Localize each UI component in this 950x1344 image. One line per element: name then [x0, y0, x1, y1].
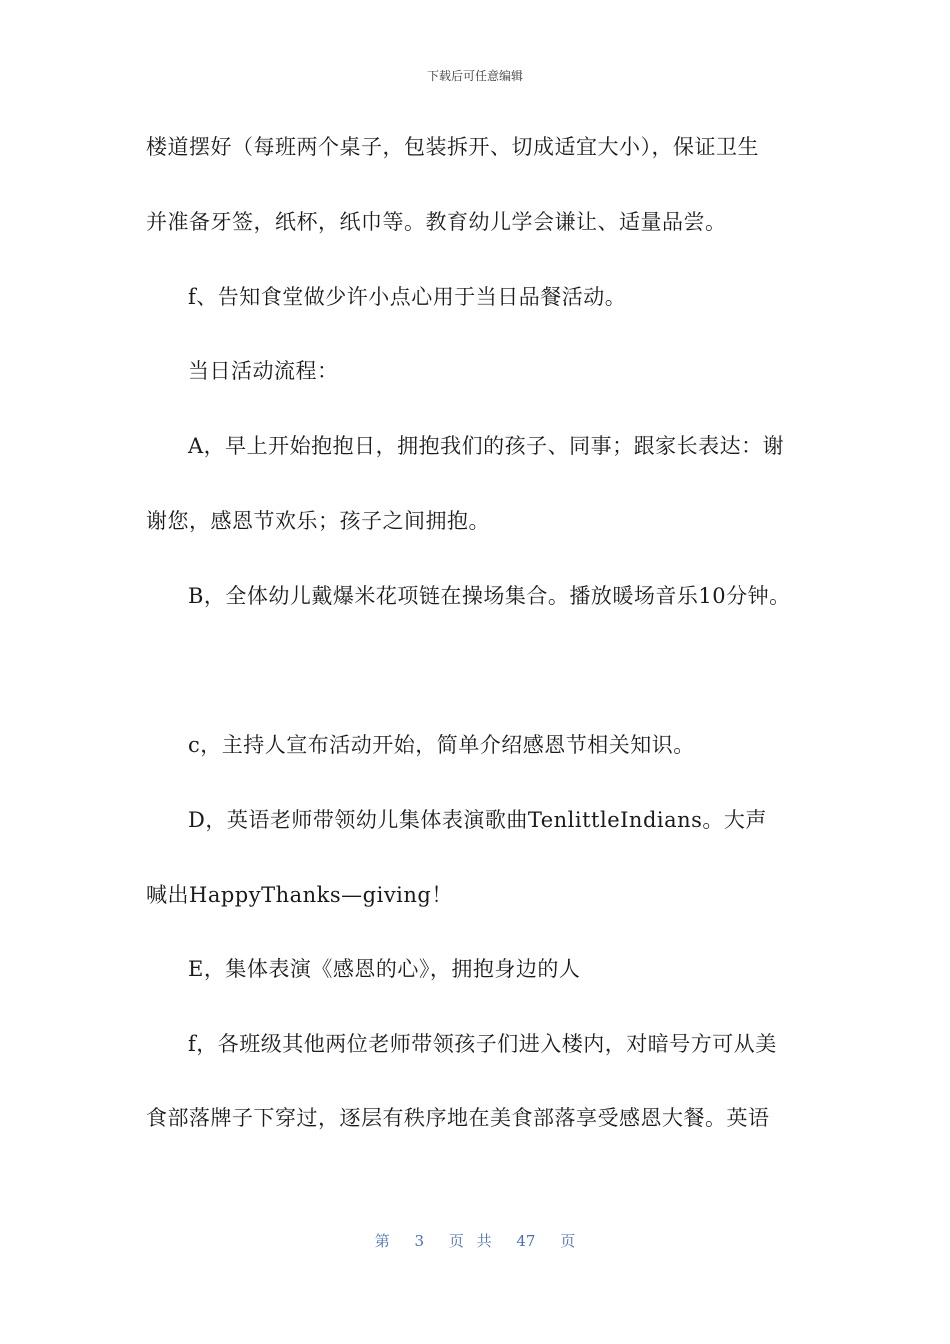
body-line: 喊出HappyThanks—giving！ — [146, 883, 453, 907]
body-line: D，英语老师带领幼儿集体表演歌曲TenlittleIndians。大声 — [188, 808, 767, 832]
footer-total-pages: 47 — [516, 1232, 536, 1250]
body-line: f，各班级其他两位老师带领孩子们进入楼内，对暗号方可从美 — [188, 1032, 777, 1056]
body-line: f、告知食堂做少许小点心用于当日品餐活动。 — [188, 285, 627, 309]
footer-page-number: 3 — [414, 1232, 425, 1250]
footer-middle: 页 共 — [448, 1232, 492, 1250]
body-line: c，主持人宣布活动开始，简单介绍感恩节相关知识。 — [188, 733, 695, 757]
footer-suffix: 页 — [560, 1232, 576, 1250]
body-line: B，全体幼儿戴爆米花项链在操场集合。播放暖场音乐10分钟。 — [188, 584, 791, 608]
body-line: 当日活动流程： — [188, 359, 339, 383]
body-line: 楼道摆好（每班两个桌子，包装拆开、切成适宜大小），保证卫生 — [146, 135, 759, 159]
body-line: A，早上开始抱抱日，拥抱我们的孩子、同事；跟家长表达：谢 — [188, 434, 785, 458]
body-line: E，集体表演《感恩的心》，拥抱身边的人 — [188, 957, 581, 981]
footer-prefix: 第 — [374, 1232, 390, 1250]
page-header: 下载后可任意编辑 — [426, 69, 523, 83]
body-line: 食部落牌子下穿过，逐层有秩序地在美食部落享受感恩大餐。英语 — [146, 1106, 770, 1130]
body-line: 谢您，感恩节欢乐；孩子之间拥抱。 — [146, 509, 490, 533]
page-footer — [0, 1230, 950, 1251]
body-line: 并准备牙签，纸杯，纸巾等。教育幼儿学会谦让、适量品尝。 — [146, 210, 727, 234]
